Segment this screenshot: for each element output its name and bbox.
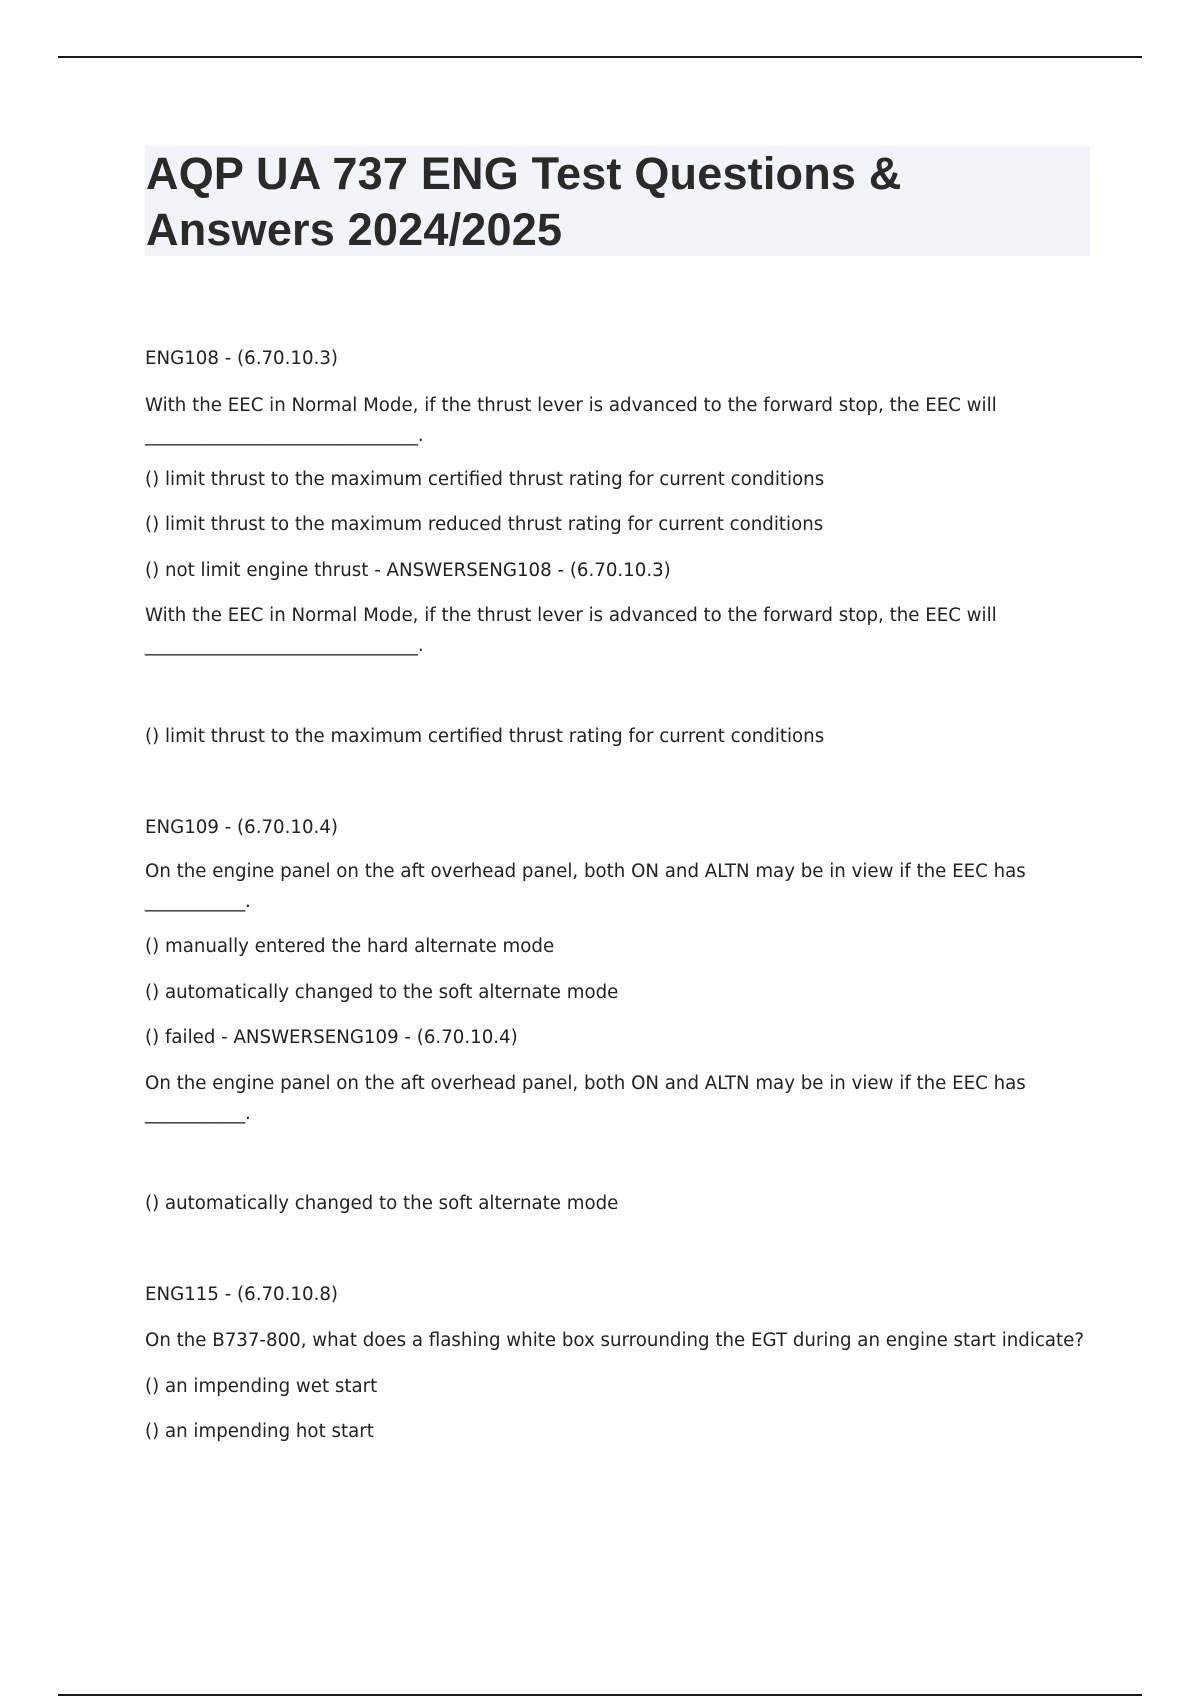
question-text-repeat: On the engine panel on the aft overhead panel, both ON and ALTN may be in view if the EEC has <box>145 1073 1026 1094</box>
answer-blank-repeat: ___________. <box>145 1103 251 1124</box>
document-title: AQP UA 737 ENG Test Questions & Answers 2024/2025 <box>146 148 902 255</box>
question-id: ENG115 - (6.70.10.8) <box>145 1284 338 1305</box>
option: () not limit engine thrust - ANSWERSENG108 - (6.70.10.3) <box>145 560 671 581</box>
option: () an impending hot start <box>145 1421 374 1442</box>
option: () automatically changed to the soft alternate mode <box>145 982 619 1003</box>
option: () failed - ANSWERSENG109 - (6.70.10.4) <box>145 1027 518 1048</box>
bottom-rule <box>58 1694 1142 1696</box>
question-text-repeat: With the EEC in Normal Mode, if the thrust lever is advanced to the forward stop, the EEC will <box>145 605 997 626</box>
answer-blank: ______________________________. <box>145 425 424 446</box>
question-text: With the EEC in Normal Mode, if the thrust lever is advanced to the forward stop, the EEC will <box>145 395 997 416</box>
question-text: On the engine panel on the aft overhead panel, both ON and ALTN may be in view if the EEC has <box>145 861 1026 882</box>
question-id: ENG109 - (6.70.10.4) <box>145 817 338 838</box>
question-text: On the B737-800, what does a flashing white box surrounding the EGT during an engine start indicate? <box>145 1330 1084 1351</box>
option: () an impending wet start <box>145 1376 378 1397</box>
correct-answer: () automatically changed to the soft alternate mode <box>145 1193 619 1214</box>
answer-blank-repeat: ______________________________. <box>145 635 424 656</box>
option: () limit thrust to the maximum certified thrust rating for current conditions <box>145 469 825 490</box>
option: () limit thrust to the maximum reduced thrust rating for current conditions <box>145 514 824 535</box>
option: () manually entered the hard alternate mode <box>145 936 555 957</box>
question-id: ENG108 - (6.70.10.3) <box>145 348 338 369</box>
correct-answer: () limit thrust to the maximum certified thrust rating for current conditions <box>145 726 825 747</box>
top-rule <box>58 56 1142 58</box>
answer-blank: ___________. <box>145 891 251 912</box>
